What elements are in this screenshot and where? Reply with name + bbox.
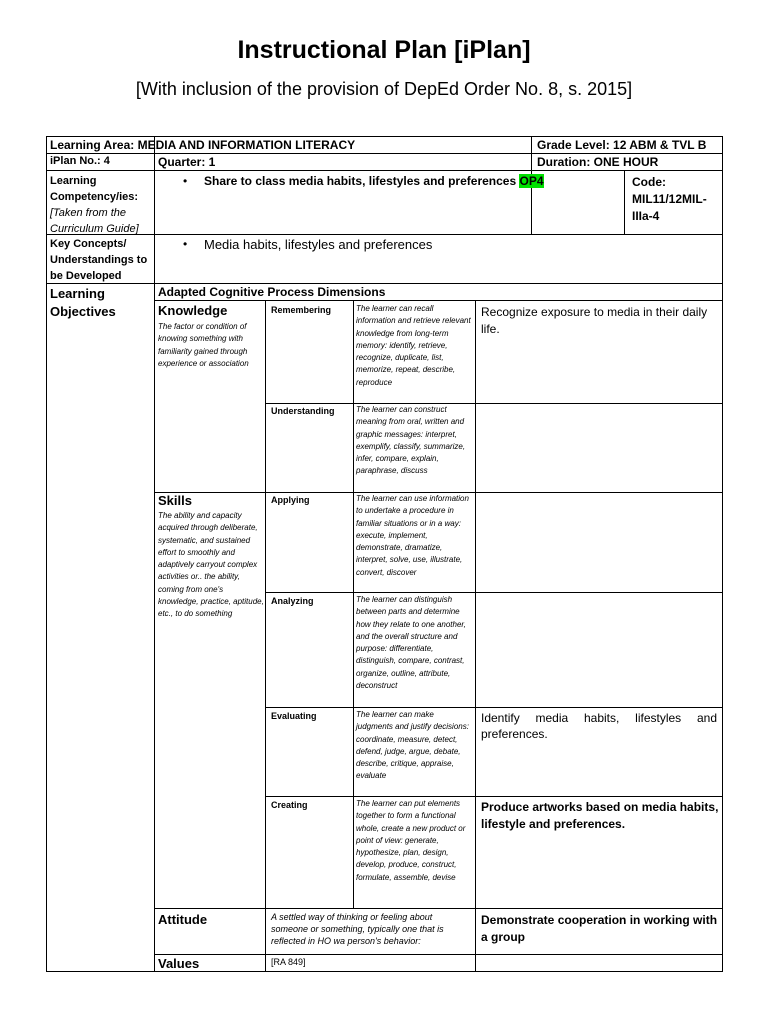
values-desc: [RA 849] — [271, 957, 306, 967]
competency-text-block — [204, 174, 544, 189]
process-name: Creating — [271, 800, 308, 810]
attitude-desc: A settled way of thinking or feeling about someone or something, typically one that is reflected in HO wa person's behavior: — [271, 912, 444, 946]
skills-desc: The ability and capacity acquired through deliberate, systematic, and sustained effort to smoothly and adaptively carryout complex activities or.. the ability, coming from one's knowledge, practice, aptitude, etc., to do something — [158, 511, 264, 619]
quarter: Quarter: 1 — [158, 155, 216, 169]
objective-text: Identify media habits, lifestyles and preferences. — [481, 711, 717, 741]
objective-text: Produce artworks based on media habits, lifestyle and preferences. — [481, 800, 719, 831]
document-subtitle: [With inclusion of the provision of DepEd Order No. 8, s. 2015] — [135, 79, 633, 99]
process-name: Remembering — [271, 305, 332, 315]
competency-label: Learning Competency/ies: — [50, 175, 139, 203]
duration: Duration: ONE HOUR — [537, 155, 659, 169]
bullet-icon: • — [183, 174, 188, 188]
grade-level: Grade Level: 12 ABM & TVL B — [537, 138, 707, 152]
process-name: Analyzing — [271, 596, 314, 606]
code-block — [632, 174, 720, 225]
process-name: Applying — [271, 495, 310, 505]
key-concepts-text: Media habits, lifestyles and preferences — [204, 237, 433, 252]
competency-tag: OP4 — [519, 174, 544, 188]
process-name: Evaluating — [271, 711, 317, 721]
dimensions-title: Adapted Cognitive Process Dimensions — [158, 285, 386, 299]
document-title: Instructional Plan [iPlan] — [237, 36, 531, 64]
process-desc: The learner can distinguish between parts and determine how they relate to one another, and the overall structure and purpose: differentiate, distinguish, compare, contrast, organize, outline, attribute, deconstruct — [356, 595, 466, 691]
learning-area: Learning Area: MEDIA AND INFORMATION LITERACY — [50, 138, 356, 152]
process-desc: The learner can recall information and retrieve relevant knowledge from long-term memory: identify, retrieve, recognize, duplicate, list, memorize, repeat, describe, reproduce — [356, 304, 471, 387]
competency-source: [Taken from the Curriculum Guide] — [50, 207, 139, 235]
skills-title: Skills — [158, 493, 192, 508]
process-desc: The learner can put elements together to form a functional whole, create a new product or point of view: generate, hypothesize, plan, design, develop, produce, construct, formulate, assemble, devise — [356, 799, 466, 882]
code-value: MIL11/12MIL-IIIa-4 — [632, 192, 707, 223]
bullet-icon: • — [183, 237, 188, 251]
competency-text: Share to class media habits, lifestyles and preferences — [204, 174, 517, 188]
process-desc: The learner can make judgments and justify decisions: coordinate, measure, detect, defend, judge, argue, debate, describe, critique, appraise, evaluate — [356, 710, 469, 781]
learning-objectives-label: Learning Objectives — [50, 286, 116, 319]
process-name: Understanding — [271, 406, 335, 416]
process-desc: The learner can use information to undertake a procedure in familiar situations or in a way: execute, implement, demonstrate, dramatize, interpret, solve, use, illustrate, convert, discover — [356, 494, 469, 577]
attitude-title: Attitude — [158, 912, 208, 927]
process-desc: The learner can construct meaning from oral, written and graphic messages: interpret, exemplify, classify, summarize, infer, compare, explain, paraphrase, discuss — [356, 405, 466, 476]
key-concepts-label: Key Concepts/ Understandings to be Developed — [50, 238, 148, 282]
values-title: Values — [158, 956, 200, 971]
knowledge-desc: The factor or condition of knowing something with familiarity gained through experience or association — [158, 322, 249, 368]
attitude-objective: Demonstrate cooperation in working with a group — [481, 913, 718, 944]
objective-text: Recognize exposure to media in their daily life. — [481, 305, 708, 336]
competency-label-block — [50, 173, 154, 237]
code-label: Code: — [632, 175, 666, 189]
iplan-number: iPlan No.: 4 — [50, 155, 110, 167]
knowledge-title: Knowledge — [158, 303, 228, 318]
